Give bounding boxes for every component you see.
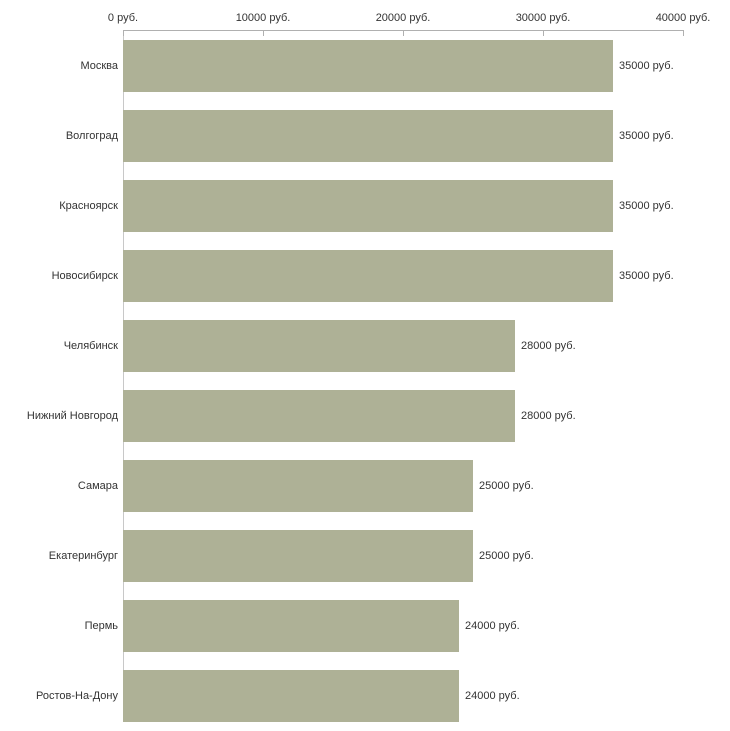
bar-value-label: 35000 руб. bbox=[619, 60, 674, 72]
chart-row bbox=[0, 171, 730, 241]
bar-track bbox=[123, 521, 683, 591]
bar[interactable] bbox=[123, 530, 473, 582]
bar[interactable] bbox=[123, 320, 515, 372]
bar-value-label: 25000 руб. bbox=[479, 550, 534, 562]
x-axis-tick-label: 40000 руб. bbox=[655, 12, 711, 24]
chart-row bbox=[0, 591, 730, 661]
bar-track bbox=[123, 31, 683, 101]
bar-track bbox=[123, 381, 683, 451]
category-label: Пермь bbox=[84, 620, 118, 632]
chart-row bbox=[0, 241, 730, 311]
bar-track bbox=[123, 591, 683, 661]
bar-track bbox=[123, 241, 683, 311]
category-label: Нижний Новгород bbox=[26, 410, 118, 422]
category-label: Волгоград bbox=[65, 130, 118, 142]
chart-row bbox=[0, 311, 730, 381]
chart-row bbox=[0, 451, 730, 521]
bar[interactable] bbox=[123, 600, 459, 652]
bar-value-label: 24000 руб. bbox=[465, 620, 520, 632]
chart-rows bbox=[0, 31, 730, 731]
bar-value-label: 25000 руб. bbox=[479, 480, 534, 492]
category-label: Новосибирск bbox=[51, 270, 118, 282]
bar-track bbox=[123, 311, 683, 381]
bar[interactable] bbox=[123, 40, 613, 92]
category-label: Екатеринбург bbox=[48, 550, 118, 562]
bar-track bbox=[123, 661, 683, 731]
bar[interactable] bbox=[123, 460, 473, 512]
bar-value-label: 35000 руб. bbox=[619, 200, 674, 212]
category-label: Красноярск bbox=[59, 200, 118, 212]
bar[interactable] bbox=[123, 250, 613, 302]
bar-value-label: 24000 руб. bbox=[465, 690, 520, 702]
bar-track bbox=[123, 101, 683, 171]
bar[interactable] bbox=[123, 390, 515, 442]
x-axis-tick-label: 0 руб. bbox=[107, 12, 139, 24]
chart-row bbox=[0, 661, 730, 731]
bar-track bbox=[123, 171, 683, 241]
category-label: Москва bbox=[80, 60, 118, 72]
bar[interactable] bbox=[123, 110, 613, 162]
bar-value-label: 35000 руб. bbox=[619, 130, 674, 142]
bar[interactable] bbox=[123, 180, 613, 232]
bar-value-label: 28000 руб. bbox=[521, 340, 576, 352]
category-label: Ростов-На-Дону bbox=[35, 690, 118, 702]
bar-track bbox=[123, 451, 683, 521]
x-axis-tick-label: 10000 руб. bbox=[235, 12, 291, 24]
category-label: Самара bbox=[77, 480, 118, 492]
chart-row bbox=[0, 381, 730, 451]
category-label: Челябинск bbox=[63, 340, 118, 352]
chart-row bbox=[0, 31, 730, 101]
x-axis-tick-label: 20000 руб. bbox=[375, 12, 431, 24]
bar[interactable] bbox=[123, 670, 459, 722]
bar-value-label: 28000 руб. bbox=[521, 410, 576, 422]
x-axis-tick-label: 30000 руб. bbox=[515, 12, 571, 24]
chart-row bbox=[0, 521, 730, 591]
chart-row bbox=[0, 101, 730, 171]
bar-value-label: 35000 руб. bbox=[619, 270, 674, 282]
